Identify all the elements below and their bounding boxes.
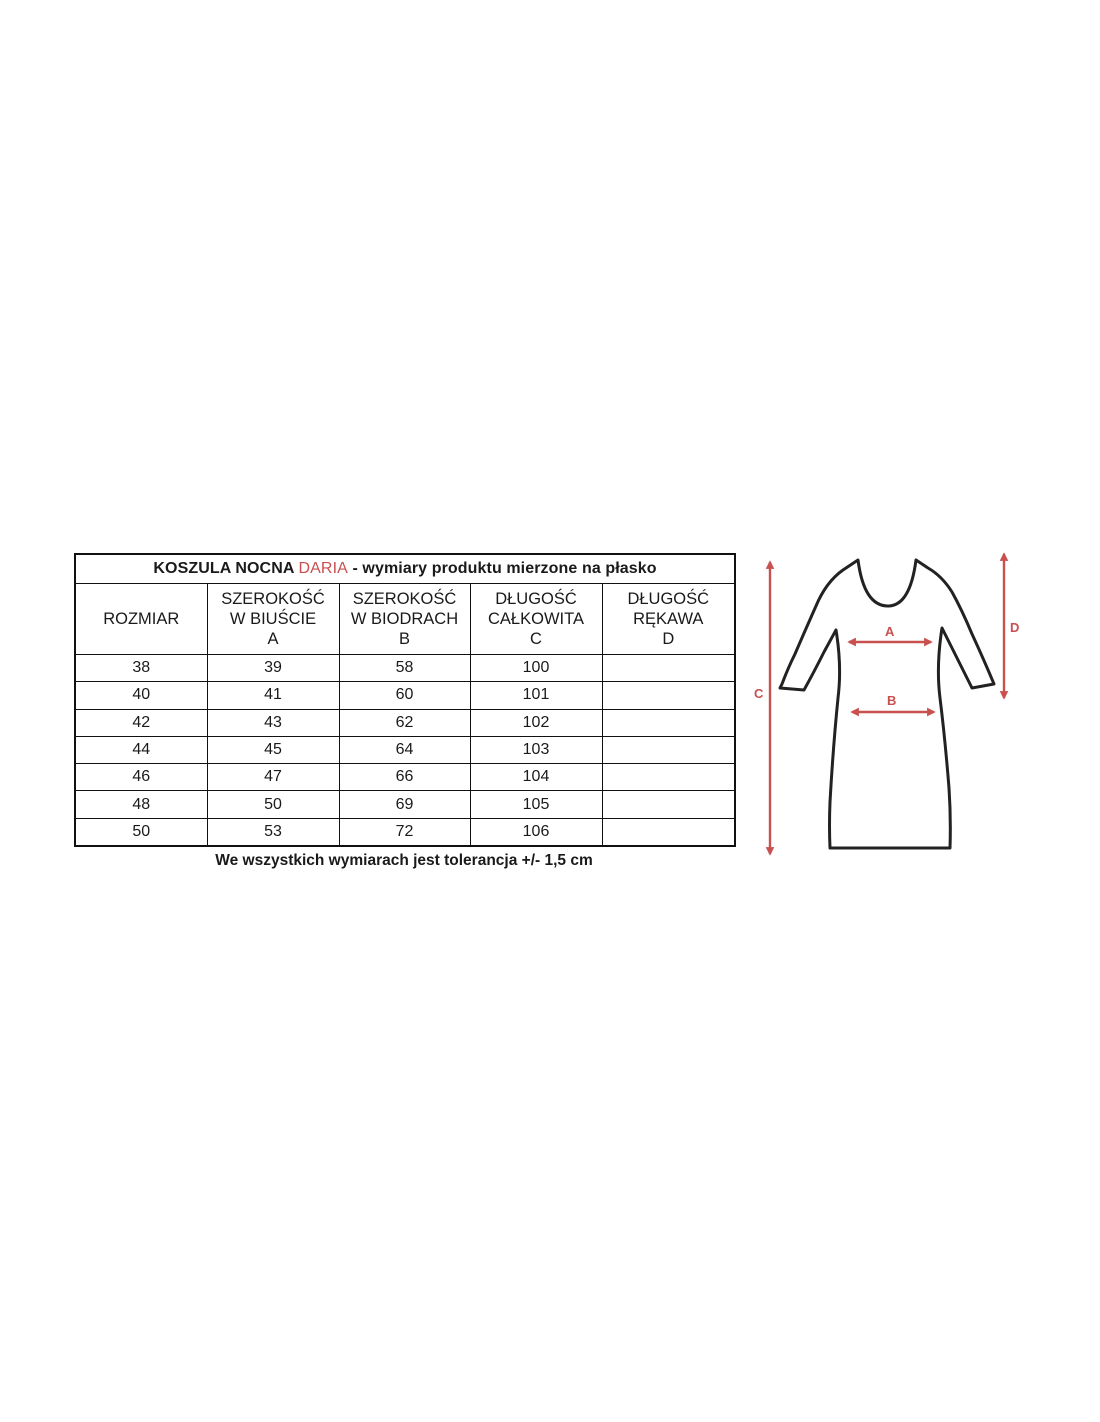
header-bust-line-2: W BIUŚCIE — [229, 610, 317, 628]
table-row — [75, 655, 735, 682]
size-chart-table — [74, 553, 736, 847]
label-b: B — [887, 693, 897, 708]
cell-length: 101 — [470, 682, 602, 709]
header-sleeve-length — [602, 584, 735, 655]
cell-size: 46 — [75, 764, 207, 791]
cell-size: 40 — [75, 682, 207, 709]
cell-hips: 66 — [339, 764, 470, 791]
header-length-line-3: C — [530, 630, 542, 648]
header-hip-width — [339, 584, 470, 655]
title-product-name: DARIA — [298, 560, 348, 577]
cell-sleeve — [602, 764, 735, 791]
cell-length: 100 — [470, 655, 602, 682]
cell-sleeve — [602, 818, 735, 846]
table-row — [75, 709, 735, 736]
cell-bust: 45 — [207, 736, 339, 763]
title-suffix: - wymiary produktu mierzone na płasko — [352, 560, 657, 577]
header-hip-line-3: B — [398, 630, 410, 648]
cell-bust: 53 — [207, 818, 339, 846]
cell-length: 102 — [470, 709, 602, 736]
title-prefix: KOSZULA NOCNA — [153, 560, 294, 577]
header-size-line-1: ROZMIAR — [103, 610, 180, 628]
table-row — [75, 682, 735, 709]
label-a: A — [885, 624, 895, 639]
cell-hips: 72 — [339, 818, 470, 846]
cell-hips: 64 — [339, 736, 470, 763]
header-bust-width — [207, 584, 339, 655]
table-row — [75, 764, 735, 791]
cell-hips: 69 — [339, 791, 470, 818]
cell-sleeve — [602, 791, 735, 818]
table-row — [75, 791, 735, 818]
header-bust-line-3: A — [267, 630, 279, 648]
cell-size: 48 — [75, 791, 207, 818]
cell-sleeve — [602, 709, 735, 736]
header-bust-line-1: SZEROKOŚĆ — [221, 590, 325, 608]
tolerance-note: We wszystkich wymiarach jest tolerancja +/- 1,5 cm — [215, 852, 593, 869]
dress-measurement-diagram — [748, 548, 1030, 866]
cell-bust: 43 — [207, 709, 339, 736]
cell-length: 106 — [470, 818, 602, 846]
header-size — [75, 584, 207, 655]
cell-size: 42 — [75, 709, 207, 736]
cell-hips: 58 — [339, 655, 470, 682]
cell-length: 103 — [470, 736, 602, 763]
table-row — [75, 736, 735, 763]
table-title-row — [75, 554, 735, 584]
header-hip-line-2: W BIODRACH — [350, 610, 459, 628]
cell-bust: 39 — [207, 655, 339, 682]
cell-size: 38 — [75, 655, 207, 682]
header-sleeve-line-2: RĘKAWA — [633, 610, 704, 628]
header-length-line-1: DŁUGOŚĆ — [495, 590, 577, 608]
table-header-row — [75, 584, 735, 655]
cell-bust: 47 — [207, 764, 339, 791]
header-length-line-2: CAŁKOWITA — [488, 610, 584, 628]
cell-hips: 62 — [339, 709, 470, 736]
cell-length: 104 — [470, 764, 602, 791]
table-title — [75, 554, 735, 584]
label-c: C — [754, 686, 764, 701]
table-row — [75, 818, 735, 846]
cell-size: 44 — [75, 736, 207, 763]
cell-sleeve — [602, 655, 735, 682]
label-d: D — [1010, 620, 1020, 635]
cell-length: 105 — [470, 791, 602, 818]
cell-hips: 60 — [339, 682, 470, 709]
cell-sleeve — [602, 682, 735, 709]
cell-size: 50 — [75, 818, 207, 846]
header-sleeve-line-3: D — [662, 630, 675, 648]
header-total-length — [470, 584, 602, 655]
cell-sleeve — [602, 736, 735, 763]
cell-bust: 41 — [207, 682, 339, 709]
header-sleeve-line-1: DŁUGOŚĆ — [627, 590, 710, 608]
header-hip-line-1: SZEROKOŚĆ — [352, 590, 457, 608]
cell-bust: 50 — [207, 791, 339, 818]
